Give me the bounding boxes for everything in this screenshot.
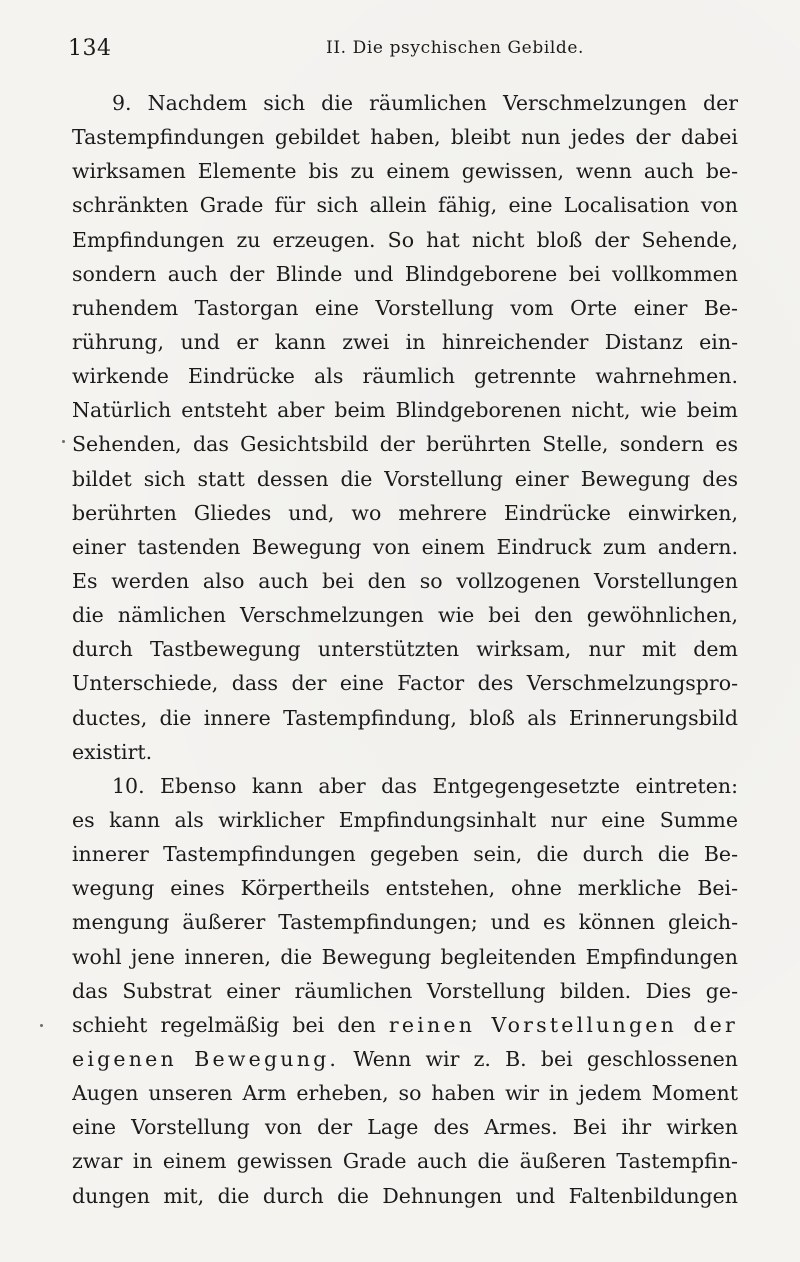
text-line: einer tastenden Bewegung von einem Eindruck zum andern.: [72, 534, 738, 559]
text-line: zwar in einem gewissen Grade auch die äußeren Tastempfin-: [72, 1149, 738, 1174]
text-line: wirkende Eindrücke als räumlich getrennte wahrnehmen.: [72, 364, 738, 389]
spaced-emphasis: eigenen Bewegung.: [72, 1046, 340, 1071]
text-line: berührten Gliedes und, wo mehrere Eindrücke einwirken,: [72, 500, 738, 525]
ink-speck: [62, 440, 65, 443]
spaced-emphasis: reinen Vorstellungen der: [388, 1012, 738, 1037]
text-line: wegung eines Körpertheils entstehen, ohne merkliche Bei-: [72, 876, 738, 901]
text-line: Empfindungen zu erzeugen. So hat nicht bloß der Sehende,: [72, 227, 738, 252]
text-line: ruhendem Tastorgan eine Vorstellung vom Orte einer Be-: [72, 295, 738, 320]
text-line-emphasis: [72, 1042, 738, 1076]
text-line: rührung, und er kann zwei in hinreichender Distanz ein-: [72, 329, 738, 354]
text-line: Unterschiede, dass der eine Factor des Verschmelzungspro-: [72, 671, 738, 696]
text-line: bildet sich statt dessen die Vorstellung einer Bewegung des: [72, 466, 738, 491]
page-number: 134: [68, 36, 112, 61]
text-line: Es werden also auch bei den so vollzogenen Vorstellungen: [72, 568, 738, 593]
text-line: Augen unseren Arm erheben, so haben wir in jedem Moment: [72, 1081, 738, 1106]
running-head: II. Die psychischen Gebilde.: [326, 38, 585, 58]
text-line: schränkten Grade für sich allein fähig, eine Localisation von: [72, 193, 738, 218]
text-line: 9. Nachdem sich die räumlichen Verschmelzungen der: [112, 91, 738, 115]
text-line: es kann als wirklicher Empfindungsinhalt nur eine Summe: [72, 807, 738, 832]
text-line: dungen mit, die durch die Dehnungen und Faltenbildungen: [72, 1183, 738, 1208]
text-segment: schieht regelmäßig bei den: [72, 1012, 389, 1037]
text-line: das Substrat einer räumlichen Vorstellung bilden. Dies ge-: [72, 978, 738, 1003]
page-header: [68, 36, 738, 66]
text-line: durch Tastbewegung unterstützten wirksam, nur mit dem: [72, 637, 738, 662]
text-line: innerer Tastempfindungen gegeben sein, die durch die Be-: [72, 842, 738, 867]
text-line: ductes, die innere Tastempfindung, bloß als Erinnerungsbild: [72, 705, 738, 730]
text-line: Natürlich entsteht aber beim Blindgeborenen nicht, wie beim: [72, 398, 738, 423]
text-line: existirt.: [72, 739, 153, 764]
text-line: Tastempfindungen gebildet haben, bleibt nun jedes der dabei: [72, 125, 738, 150]
text-line: wirksamen Elemente bis zu einem gewissen, wenn auch be-: [72, 159, 738, 184]
text-line: Sehenden, das Gesichtsbild der berührten Stelle, sondern es: [72, 432, 738, 457]
body-text: [72, 86, 738, 1213]
text-line: eine Vorstellung von der Lage des Armes. Bei ihr wirken: [72, 1115, 738, 1140]
text-line: die nämlichen Verschmelzungen wie bei den gewöhnlichen,: [72, 603, 738, 628]
text-line: mengung äußerer Tastempfindungen; und es können gleich-: [72, 910, 738, 935]
text-line-emphasis: [72, 1008, 738, 1042]
text-line: 10. Ebenso kann aber das Entgegengesetzte eintreten:: [112, 773, 738, 798]
ink-speck: [40, 1024, 43, 1027]
text-segment: Wenn wir z. B. bei geschlossenen: [339, 1046, 738, 1071]
text-line: wohl jene inneren, die Bewegung begleitenden Empfindungen: [72, 944, 738, 969]
text-line: sondern auch der Blinde und Blindgeborene bei vollkommen: [72, 261, 738, 286]
